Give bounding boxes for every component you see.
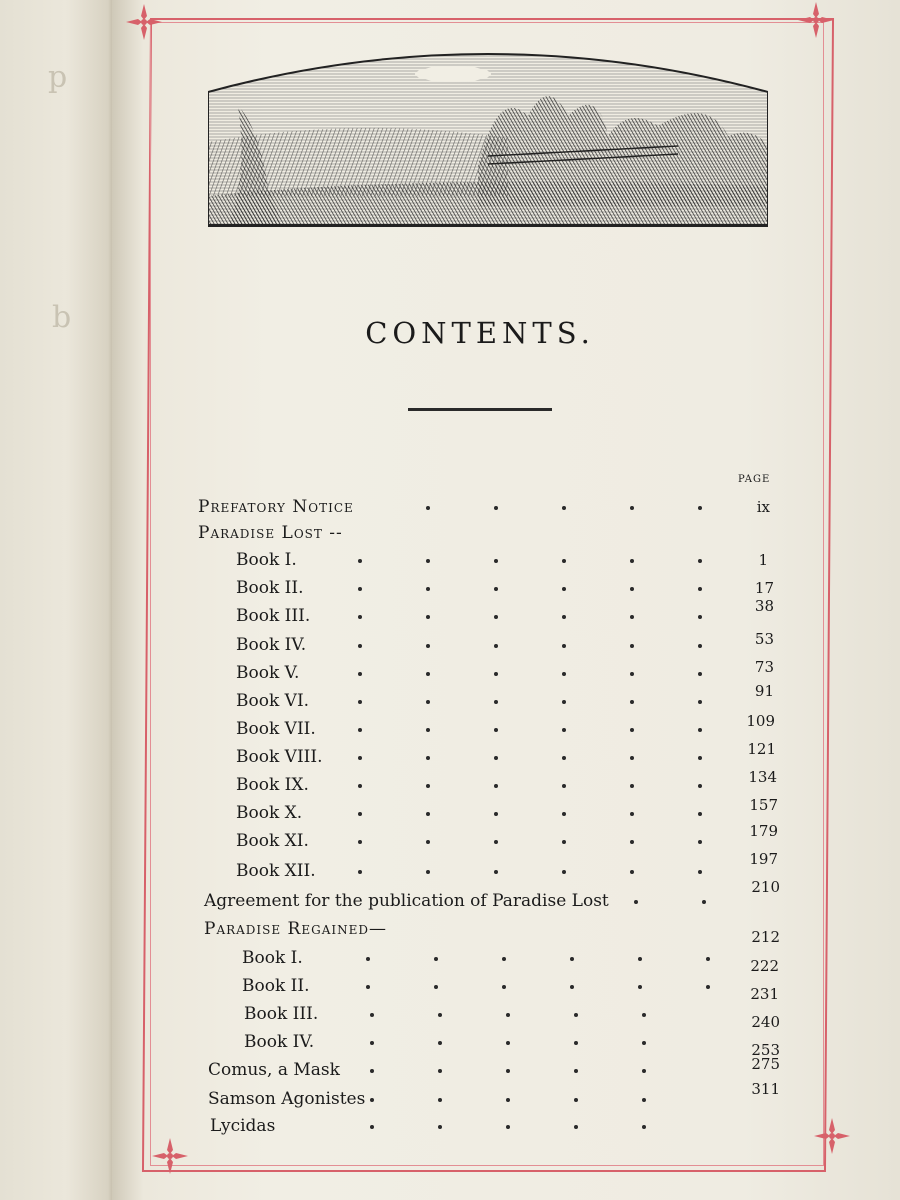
toc-entry-title: Book X. [236, 803, 303, 823]
toc-entry [0, 916, 900, 946]
toc-entry-page: 275 [751, 1055, 780, 1073]
toc-entry-title: Book I. [242, 948, 303, 968]
corner-ornament-icon [796, 0, 836, 40]
toc-entry-title: Book IV. [244, 1032, 315, 1052]
toc-entry [0, 1001, 900, 1031]
toc-entry-page: 157 [749, 796, 778, 814]
toc-entry [0, 547, 900, 573]
toc-entry-page: 311 [751, 1080, 780, 1098]
toc-entry-title: Book II. [242, 976, 310, 996]
toc-entry-title: Book III. [236, 606, 311, 626]
toc-entry-page: 134 [748, 768, 777, 786]
toc-entry-title: Book VI. [236, 691, 310, 711]
toc-entry-title: Samson Agonistes [208, 1089, 366, 1109]
toc-entry [0, 973, 900, 1003]
toc-entry-page: 38 [754, 597, 774, 615]
toc-entry-page: 91 [754, 682, 774, 700]
corner-ornament-icon [150, 1136, 190, 1176]
toc-entry-title: Prefatory Notice [198, 497, 354, 517]
toc-entry-page: 253 [751, 1041, 780, 1059]
toc-entry-page: 17 [754, 579, 774, 597]
toc-entry-page: 212 [751, 928, 780, 946]
toc-entry [0, 1113, 900, 1139]
toc-entry [0, 1080, 900, 1112]
corner-ornament-icon [124, 2, 164, 42]
toc-entry-title: Paradise Regained— [204, 919, 387, 939]
title-rule [408, 408, 552, 411]
toc-entry-page: 179 [749, 822, 778, 840]
page-title: CONTENTS. [365, 316, 595, 350]
toc-entry-page: 197 [749, 850, 778, 868]
page-column-label: PAGE [738, 474, 771, 485]
toc-entry-page: 121 [747, 740, 776, 758]
toc-entry-title: Book IX. [236, 775, 309, 795]
toc-entry-title: Book II. [236, 578, 304, 598]
toc-entry-title: Book VII. [236, 719, 316, 739]
toc-entry-title: Book XI. [236, 831, 309, 851]
left-page-ghost-mark: b [52, 300, 72, 335]
toc-entry [0, 520, 900, 546]
toc-entry [0, 945, 900, 975]
toc-entry-page: 240 [751, 1013, 780, 1031]
left-page-ghost-mark: p [48, 60, 68, 95]
toc-entry-page: 109 [746, 712, 775, 730]
toc-entry-title: Book IV. [236, 635, 307, 655]
toc-entry-title: Agreement for the publication of Paradise Lost [204, 891, 609, 911]
landscape-engraving [208, 46, 768, 228]
toc-entry-title: Comus, a Mask [208, 1060, 340, 1080]
toc-entry-page: 53 [754, 630, 774, 648]
toc-entry-page: 1 [758, 551, 768, 569]
toc-entry-page: 73 [754, 658, 774, 676]
toc-entry [0, 878, 900, 914]
toc-entry-title: Book VIII. [236, 747, 323, 767]
toc-entry-title: Lycidas [210, 1116, 276, 1136]
toc-entry-title: Book I. [236, 550, 297, 570]
toc-entry-page: 231 [750, 985, 779, 1003]
toc-entry-page: ix [756, 498, 770, 516]
toc-entry-page: 210 [751, 878, 780, 896]
toc-entry-title: Paradise Lost -- [198, 523, 343, 543]
toc-entry-page: 222 [750, 957, 779, 975]
toc-entry-title: Book XII. [236, 861, 316, 881]
toc-entry-title: Book III. [244, 1004, 319, 1024]
toc-entry-title: Book V. [236, 663, 300, 683]
toc-entry [0, 494, 900, 520]
